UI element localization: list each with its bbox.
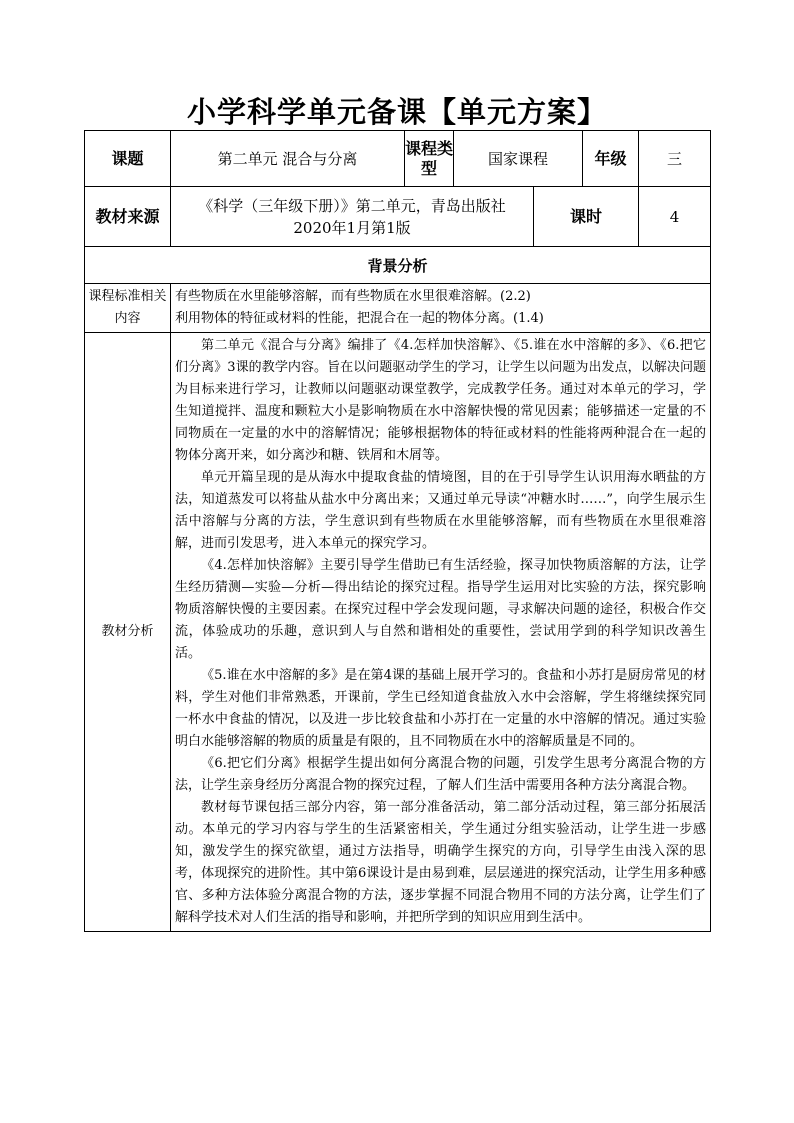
analysis-paragraph: 《4.怎样加快溶解》主要引导学生借助已有生活经验，探寻加快物质溶解的方法，让学生经历猜测—实验—分析—得出结论的探究过程。指导学生运用对比实验的方法，探究影响物质溶解快慢的主要因素。在探究过程中学会发现问题，寻求解决问题的途径，积极合作交流，体验成功的乐趣，意识到人与自然和谐相处的重要性，尝试用学到的科学知识改善生活。 [175, 558, 707, 661]
course-type-label: 课程类型 [405, 131, 454, 187]
analysis-paragraph: 《5.谁在水中溶解的多》是在第4课的基础上展开学习的。食盐和小苏打是厨房常见的材料，学生对他们非常熟悉，开课前，学生已经知道食盐放入水中会溶解，学生将继续探究同一杯水中食盐的情况，以及进一步比较食盐和小苏打在一定量的水中溶解的情况。通过实验明白水能够溶解的物质的质量是有限的，且不同物质在水中的溶解质量是不同的。 [175, 668, 707, 749]
background-analysis-heading: 背景分析 [85, 247, 711, 284]
course-type-value: 国家课程 [454, 131, 583, 187]
section-row-background [85, 247, 711, 284]
standard-item: 利用物体的特征或材料的性能，把混合在一起的物体分离。(1.4) [175, 311, 544, 326]
textbook-source-label: 教材来源 [85, 187, 171, 247]
header-row-source [85, 187, 711, 247]
analysis-content [171, 333, 711, 932]
textbook-source-value [171, 187, 534, 247]
textbook-source-line2: 2020年1月第1版 [293, 218, 411, 237]
unit-plan-table [84, 130, 711, 932]
grade-label: 年级 [583, 131, 639, 187]
header-row-topic [85, 131, 711, 187]
analysis-paragraph: 《6.把它们分离》根据学生提出如何分离混合物的问题，引发学生思考分离混合物的方法，让学生亲身经历分离混合物的探究过程，了解人们生活中需要用各种方法分离混合物。 [175, 756, 707, 793]
grade-value: 三 [639, 131, 711, 187]
standards-label: 课程标准相关内容 [85, 284, 171, 333]
page-title: 小学科学单元备课【单元方案】 [186, 95, 607, 129]
topic-label: 课题 [85, 131, 171, 187]
textbook-source-line1: 《科学（三年级下册）》第二单元，青岛出版社 [198, 196, 506, 215]
analysis-paragraph: 单元开篇呈现的是从海水中提取食盐的情境图，目的在于引导学生认识用海水晒盐的方法，知道蒸发可以将盐从盐水中分离出来；又通过单元导读“冲糖水时……”，向学生展示生活中溶解与分离的方法，学生意识到有些物质在水里能够溶解，而有些物质在水里很难溶解，进而引发思考，进入本单元的探究学习。 [175, 470, 707, 551]
analysis-label: 教材分析 [85, 333, 171, 932]
topic-value: 第二单元 混合与分离 [171, 131, 405, 187]
analysis-paragraph: 第二单元《混合与分离》编排了《4.怎样加快溶解》、《5.谁在水中溶解的多》、《6.把它们分离》3课的教学内容。旨在以问题驱动学生的学习，让学生以问题为出发点，以解决问题为目标来进行学习，让教师以问题驱动课堂教学，完成教学任务。通过对本单元的学习，学生知道搅拌、温度和颗粒大小是影响物质在水中溶解快慢的常见因素；能够描述一定量的不同物质在一定量的水中的溶解情况；能够根据物体的特征或材料的性能将两种混合在一起的物体分离开来，如分离沙和糖、铁屑和木屑等。 [175, 338, 707, 463]
analysis-paragraph: 教材每节课包括三部分内容，第一部分准备活动，第二部分活动过程，第三部分拓展活动。本单元的学习内容与学生的生活紧密相关，学生通过分组实验活动，让学生进一步感知，激发学生的探究欲望，通过方法指导，明确学生探究的方向，引导学生由浅入深的思考，体现探究的进阶性。其中第6课设计是由易到难，层层递进的探究活动，让学生用多种感官、多种方法体验分离混合物的方法，逐步掌握不同混合物用不同的方法分离，让学生们了解科学技术对人们生活的指导和影响，并把所学到的知识应用到生活中。 [175, 800, 707, 925]
class-hours-value: 4 [639, 187, 711, 247]
standards-content [171, 284, 711, 333]
standard-item: 有些物质在水里能够溶解，而有些物质在水里很难溶解。(2.2) [175, 289, 531, 304]
standards-row [85, 284, 711, 333]
class-hours-label: 课时 [534, 187, 639, 247]
analysis-row [85, 333, 711, 932]
